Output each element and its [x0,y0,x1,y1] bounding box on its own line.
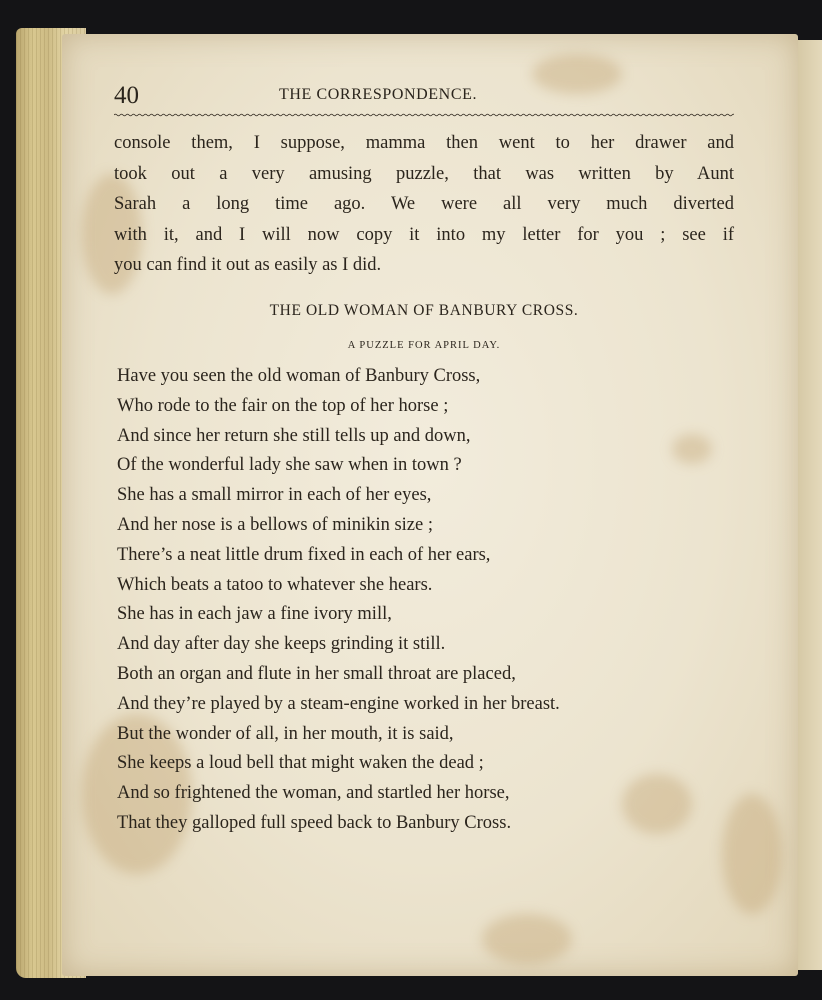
poem-line: But the wonder of all, in her mouth, it is said, [117,723,454,744]
paragraph-line: you can find it out as easily as I did. [114,255,382,275]
paragraph-line: took out a very amusing puzzle, that was written by Aunt [114,163,734,184]
paragraph-line: Sarah a long time ago. We were all very much diverted [114,194,734,214]
poem-line: And they’re played by a steam-engine worked in her breast. [117,693,560,714]
poem-line: Of the wonderful lady she saw when in town ? [117,455,462,476]
paragraph-line: with it, and I will now copy it into my letter for you ; see if [114,224,734,245]
wavy-rule [114,113,734,117]
poem-line: And so frightened the woman, and startled her horse, [117,783,510,804]
poem-line: She keeps a loud bell that might waken the dead ; [117,753,484,774]
running-head: THE CORRESPONDENCE. [279,86,478,103]
poem-body [117,362,757,839]
poem-line: She has a small mirror in each of her eyes, [117,485,432,506]
poem-subtitle: A PUZZLE FOR APRIL DAY. [347,340,501,351]
poem-line: And day after day she keeps grinding it still. [117,634,446,655]
page-number: 40 [114,82,139,109]
poem-title: THE OLD WOMAN OF BANBURY CROSS. [269,302,579,319]
poem-line: That they galloped full speed back to Banbury Cross. [117,812,512,833]
poem-line: And her nose is a bellows of minikin size ; [117,514,433,535]
poem-line: She has in each jaw a fine ivory mill, [117,604,392,625]
letter-paragraph [114,128,734,281]
poem-line: Have you seen the old woman of Banbury Cross, [117,366,481,386]
poem-line: Both an organ and flute in her small throat are placed, [117,663,516,684]
poem-line: Who rode to the fair on the top of her horse ; [117,395,449,416]
poem-line: There’s a neat little drum fixed in each of her ears, [117,544,491,565]
poem-line: Which beats a tatoo to whatever she hears. [117,574,433,595]
poem-line: And since her return she still tells up and down, [117,425,471,446]
paragraph-line: console them, I suppose, mamma then went to her drawer and [114,133,734,153]
foxing-stain [482,914,572,964]
